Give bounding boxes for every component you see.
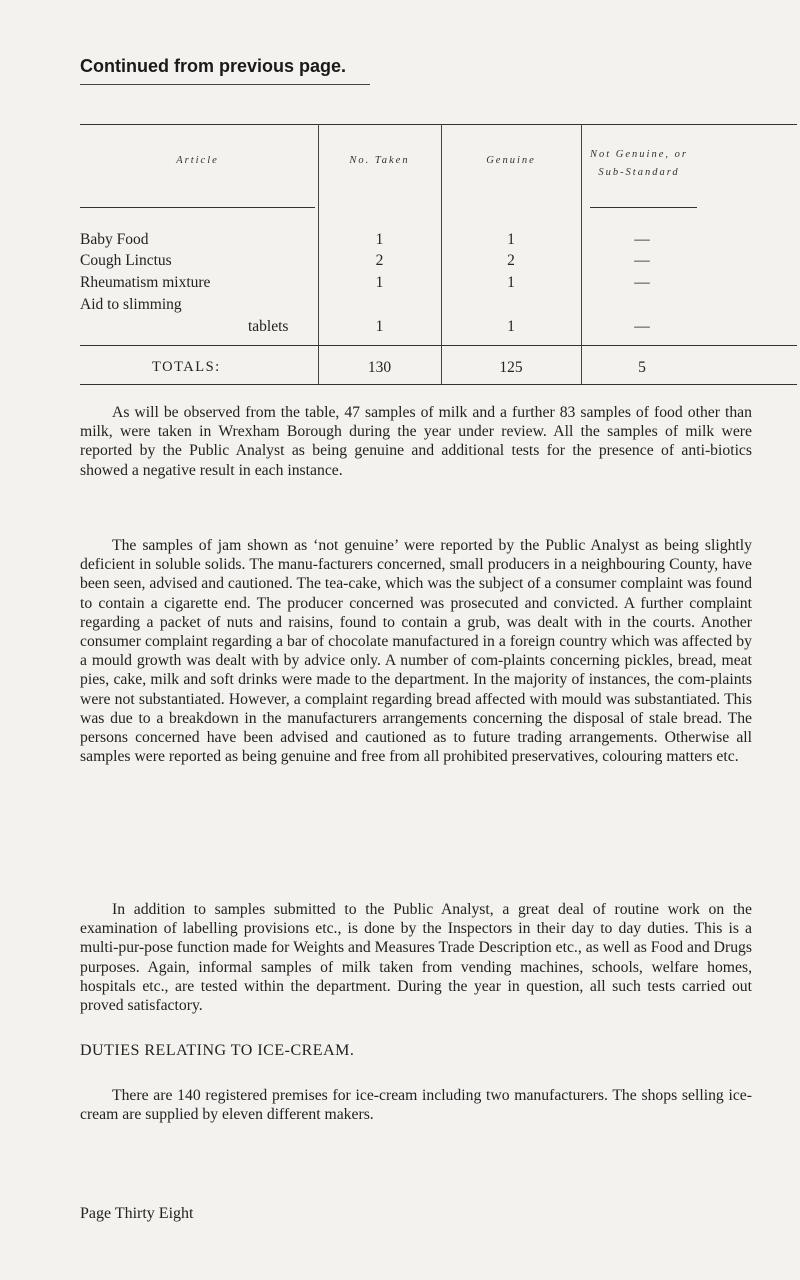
table-row-taken: 1 <box>375 231 384 248</box>
col-header-not-genuine: Not Genuine, or Sub-Standard <box>590 149 688 178</box>
col-header-article: Article <box>176 155 219 166</box>
table-row-article-cont: tablets <box>248 318 289 335</box>
table-bottom-rule <box>80 384 797 385</box>
col-header-taken: No. Taken <box>349 155 410 166</box>
table-row-taken: 2 <box>375 252 384 269</box>
totals-taken: 130 <box>367 359 392 376</box>
table-row-genuine: 2 <box>507 252 515 269</box>
table-row-taken: 1 <box>375 318 384 335</box>
table-row-article: Cough Linctus <box>80 252 172 269</box>
table-top-rule <box>80 124 797 125</box>
paragraph-milk-samples: As will be observed from the table, 47 samples of milk and a further 83 samples of food other than milk, were taken in Wrexham Borough during the year under review. All the samples of milk were reported by the Public Analyst as being genuine and additional tests for the presence of anti-biotics showed a negative result in each instance. <box>80 404 752 479</box>
header-rule <box>80 207 315 208</box>
paragraph-complaints: The samples of jam shown as ‘not genuine’ were reported by the Public Analyst as being slightly deficient in soluble solids. The manu-facturers concerned, small producers in a neighbouring County, have been seen, advised and cautioned. The tea-cake, which was the subject of a consumer complaint was found to contain a cigarette end. The producer concerned was prosecuted and convicted. A further complaint regarding a packet of nuts and raisins, found to contain a grub, was dealt with in the courts. Another consumer complaint regarding a bar of chocolate manufactured in a foreign country which was affected by a mould growth was dealt with by advice only. A number of com-plaints concerning pickles, bread, meat pies, cake, milk and soft drinks were made to the department. In the majority of instances, the com-plaints were not substantiated. However, a complaint regarding bread affected with mould was substantiated. This was due to a breakdown in the manufacturers arrangements concerning the disposal of stale bread. The persons concerned have been advised and cautioned as to future trading arrangements. Otherwise all samples were reported as being genuine and free from all prohibited preservatives, colouring matters etc. <box>80 537 752 766</box>
col-header-genuine: Genuine <box>486 155 536 166</box>
totals-top-rule <box>80 345 797 346</box>
totals-not-genuine: 5 <box>638 359 646 376</box>
table-row-not-genuine: — <box>634 231 650 248</box>
table-row-taken: 1 <box>375 274 384 291</box>
paragraph-routine-work: In addition to samples submitted to the Public Analyst, a great deal of routine work on the examination of labelling provisions etc., is done by the Inspectors in their day to day duties. This is a multi-pur-pose function made for Weights and Measures Trade Description etc., as well as Food and Drugs purposes. Again, informal samples of milk taken from vending machines, schools, welfare homes, hospitals etc., are tested within the department. During the year in question, all such tests carried out proved satisfactory. <box>80 901 752 1015</box>
header-rule <box>590 207 697 208</box>
table-row-not-genuine: — <box>634 274 650 291</box>
totals-label: TOTALS: <box>152 359 221 375</box>
table-row-article: Aid to slimming <box>80 296 182 313</box>
continued-header: Continued from previous page. <box>80 56 347 76</box>
section-title-ice-cream: DUTIES RELATING TO ICE-CREAM. <box>80 1042 355 1059</box>
table-row-not-genuine: — <box>634 318 650 335</box>
header-underline <box>80 84 370 85</box>
paragraph-ice-cream: There are 140 registered premises for ice-cream including two manufacturers. The shops selling ice-cream are supplied by eleven different makers. <box>80 1087 752 1124</box>
totals-genuine: 125 <box>499 359 523 376</box>
table-row-genuine: 1 <box>507 318 515 335</box>
table-row-genuine: 1 <box>507 274 515 291</box>
table-row-genuine: 1 <box>507 231 515 248</box>
page-number: Page Thirty Eight <box>80 1205 194 1222</box>
table-row-article: Rheumatism mixture <box>80 274 211 291</box>
table-row-article: Baby Food <box>80 231 149 248</box>
table-row-not-genuine: — <box>634 252 650 269</box>
